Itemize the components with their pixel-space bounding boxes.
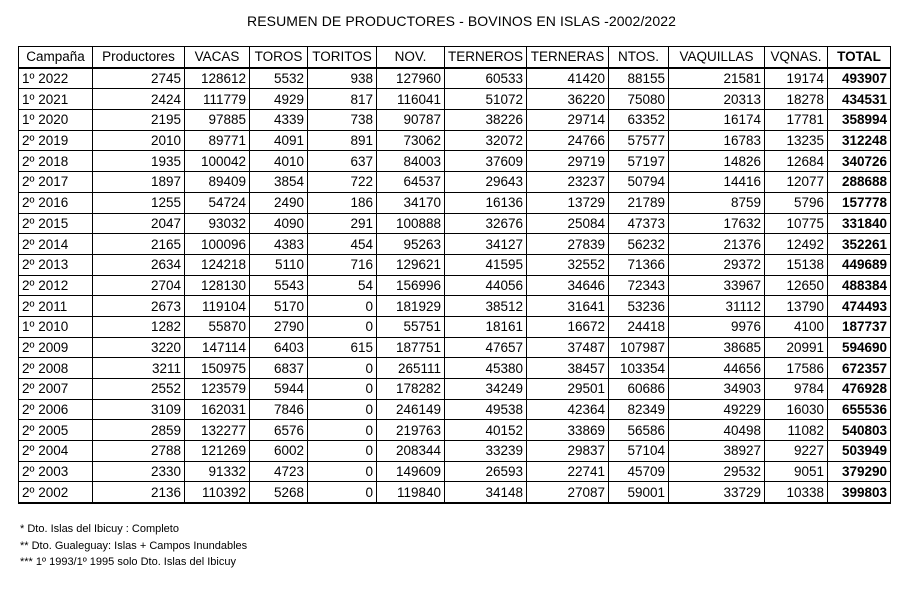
table-cell: 128130 bbox=[185, 275, 250, 296]
table-cell: 44056 bbox=[445, 275, 527, 296]
table-cell: 11082 bbox=[765, 420, 828, 441]
table-cell: 18278 bbox=[765, 89, 828, 110]
table-cell: 110392 bbox=[185, 482, 250, 503]
table-cell: 24766 bbox=[527, 130, 609, 151]
campaign-cell: 2º 2007 bbox=[19, 379, 93, 400]
table-cell: 181929 bbox=[377, 296, 445, 317]
table-cell: 38512 bbox=[445, 296, 527, 317]
table-cell: 29643 bbox=[445, 172, 527, 193]
table-cell: 33869 bbox=[527, 420, 609, 441]
table-cell: 12684 bbox=[765, 151, 828, 172]
table-cell: 186 bbox=[308, 192, 377, 213]
table-cell: 25084 bbox=[527, 213, 609, 234]
table-cell: 27839 bbox=[527, 234, 609, 255]
table-cell: 16672 bbox=[527, 316, 609, 337]
table-cell: 54 bbox=[308, 275, 377, 296]
table-row bbox=[19, 130, 891, 151]
table-cell: 5170 bbox=[250, 296, 308, 317]
table-cell: 38226 bbox=[445, 110, 527, 131]
table-cell: 45380 bbox=[445, 358, 527, 379]
table-row bbox=[19, 461, 891, 482]
table-cell: 187751 bbox=[377, 337, 445, 358]
total-cell: 434531 bbox=[828, 89, 891, 110]
campaign-cell: 2º 2006 bbox=[19, 399, 93, 420]
table-cell: 32676 bbox=[445, 213, 527, 234]
table-cell: 4100 bbox=[765, 316, 828, 337]
table-row bbox=[19, 275, 891, 296]
table-cell: 14826 bbox=[669, 151, 765, 172]
column-header: TERNEROS bbox=[445, 47, 527, 68]
table-cell: 31641 bbox=[527, 296, 609, 317]
table-cell: 53236 bbox=[609, 296, 669, 317]
table-cell: 1935 bbox=[93, 151, 185, 172]
table-cell: 4339 bbox=[250, 110, 308, 131]
campaign-cell: 2º 2015 bbox=[19, 213, 93, 234]
column-header: TERNERAS bbox=[527, 47, 609, 68]
table-cell: 1282 bbox=[93, 316, 185, 337]
campaign-cell: 2º 2005 bbox=[19, 420, 93, 441]
table-row bbox=[19, 68, 891, 89]
campaign-cell: 2º 2014 bbox=[19, 234, 93, 255]
table-cell: 10775 bbox=[765, 213, 828, 234]
total-cell: 157778 bbox=[828, 192, 891, 213]
total-cell: 340726 bbox=[828, 151, 891, 172]
table-cell: 29372 bbox=[669, 254, 765, 275]
table-cell: 2165 bbox=[93, 234, 185, 255]
table-cell: 34148 bbox=[445, 482, 527, 503]
table-cell: 29837 bbox=[527, 441, 609, 462]
column-header: NOV. bbox=[377, 47, 445, 68]
table-cell: 2330 bbox=[93, 461, 185, 482]
table-cell: 8759 bbox=[669, 192, 765, 213]
table-cell: 0 bbox=[308, 358, 377, 379]
table-cell: 3220 bbox=[93, 337, 185, 358]
table-cell: 18161 bbox=[445, 316, 527, 337]
table-cell: 60686 bbox=[609, 379, 669, 400]
table-cell: 16783 bbox=[669, 130, 765, 151]
table-cell: 57577 bbox=[609, 130, 669, 151]
table-cell: 817 bbox=[308, 89, 377, 110]
table-row bbox=[19, 379, 891, 400]
table-cell: 73062 bbox=[377, 130, 445, 151]
campaign-cell: 2º 2013 bbox=[19, 254, 93, 275]
table-cell: 75080 bbox=[609, 89, 669, 110]
table-cell: 1897 bbox=[93, 172, 185, 193]
table-header-row bbox=[19, 47, 891, 68]
table-cell: 89409 bbox=[185, 172, 250, 193]
table-cell: 82349 bbox=[609, 399, 669, 420]
table-cell: 9784 bbox=[765, 379, 828, 400]
table-cell: 21789 bbox=[609, 192, 669, 213]
table-cell: 51072 bbox=[445, 89, 527, 110]
campaign-cell: 2º 2002 bbox=[19, 482, 93, 503]
table-cell: 891 bbox=[308, 130, 377, 151]
table-cell: 16136 bbox=[445, 192, 527, 213]
column-header: NTOS. bbox=[609, 47, 669, 68]
column-header: TOTAL bbox=[828, 47, 891, 68]
table-cell: 5944 bbox=[250, 379, 308, 400]
table-cell: 162031 bbox=[185, 399, 250, 420]
table-cell: 127960 bbox=[377, 68, 445, 89]
total-cell: 399803 bbox=[828, 482, 891, 503]
table-cell: 47657 bbox=[445, 337, 527, 358]
table-cell: 32552 bbox=[527, 254, 609, 275]
table-row bbox=[19, 316, 891, 337]
table-cell: 34170 bbox=[377, 192, 445, 213]
table-cell: 72343 bbox=[609, 275, 669, 296]
table-cell: 1255 bbox=[93, 192, 185, 213]
footnote: * Dto. Islas del Ibicuy : Completo bbox=[20, 523, 179, 535]
column-header: Productores bbox=[93, 47, 185, 68]
total-cell: 288688 bbox=[828, 172, 891, 193]
table-cell: 4010 bbox=[250, 151, 308, 172]
table-cell: 56232 bbox=[609, 234, 669, 255]
table-cell: 54724 bbox=[185, 192, 250, 213]
table-cell: 34127 bbox=[445, 234, 527, 255]
table-cell: 100888 bbox=[377, 213, 445, 234]
table-cell: 44656 bbox=[669, 358, 765, 379]
table-cell: 119840 bbox=[377, 482, 445, 503]
footnote: *** 1º 1993/1º 1995 solo Dto. Islas del Ibicuy bbox=[20, 556, 236, 568]
table-cell: 55870 bbox=[185, 316, 250, 337]
table-cell: 0 bbox=[308, 379, 377, 400]
table-cell: 27087 bbox=[527, 482, 609, 503]
total-cell: 594690 bbox=[828, 337, 891, 358]
table-cell: 615 bbox=[308, 337, 377, 358]
total-cell: 312248 bbox=[828, 130, 891, 151]
table-cell: 21581 bbox=[669, 68, 765, 89]
table-cell: 33239 bbox=[445, 441, 527, 462]
table-cell: 2704 bbox=[93, 275, 185, 296]
table-cell: 55751 bbox=[377, 316, 445, 337]
table-row bbox=[19, 172, 891, 193]
campaign-cell: 2º 2003 bbox=[19, 461, 93, 482]
table-row bbox=[19, 337, 891, 358]
table-cell: 38457 bbox=[527, 358, 609, 379]
total-cell: 331840 bbox=[828, 213, 891, 234]
table-cell: 16030 bbox=[765, 399, 828, 420]
table-cell: 29532 bbox=[669, 461, 765, 482]
table-cell: 45709 bbox=[609, 461, 669, 482]
table-row bbox=[19, 254, 891, 275]
table-cell: 2552 bbox=[93, 379, 185, 400]
table-cell: 36220 bbox=[527, 89, 609, 110]
table-cell: 97885 bbox=[185, 110, 250, 131]
footnotes bbox=[20, 521, 247, 571]
table-cell: 47373 bbox=[609, 213, 669, 234]
table-cell: 24418 bbox=[609, 316, 669, 337]
table-cell: 938 bbox=[308, 68, 377, 89]
table-cell: 111779 bbox=[185, 89, 250, 110]
table-cell: 2424 bbox=[93, 89, 185, 110]
campaign-cell: 2º 2018 bbox=[19, 151, 93, 172]
table-cell: 40152 bbox=[445, 420, 527, 441]
table-cell: 15138 bbox=[765, 254, 828, 275]
table-cell: 178282 bbox=[377, 379, 445, 400]
column-header: TOROS bbox=[250, 47, 308, 68]
total-cell: 488384 bbox=[828, 275, 891, 296]
table-cell: 2010 bbox=[93, 130, 185, 151]
table-body bbox=[19, 68, 891, 503]
table-cell: 722 bbox=[308, 172, 377, 193]
table-cell: 12492 bbox=[765, 234, 828, 255]
table-cell: 20991 bbox=[765, 337, 828, 358]
table-cell: 60533 bbox=[445, 68, 527, 89]
table-cell: 219763 bbox=[377, 420, 445, 441]
document-title: RESUMEN DE PRODUCTORES - BOVINOS EN ISLAS -2002/2022 bbox=[247, 13, 676, 29]
table-cell: 132277 bbox=[185, 420, 250, 441]
table-cell: 12077 bbox=[765, 172, 828, 193]
table-cell: 9227 bbox=[765, 441, 828, 462]
total-cell: 358994 bbox=[828, 110, 891, 131]
total-cell: 493907 bbox=[828, 68, 891, 89]
total-cell: 503949 bbox=[828, 441, 891, 462]
total-cell: 476928 bbox=[828, 379, 891, 400]
table-cell: 41595 bbox=[445, 254, 527, 275]
campaign-cell: 1º 2020 bbox=[19, 110, 93, 131]
table-cell: 29501 bbox=[527, 379, 609, 400]
table-cell: 454 bbox=[308, 234, 377, 255]
table-cell: 0 bbox=[308, 316, 377, 337]
campaign-cell: 1º 2010 bbox=[19, 316, 93, 337]
table-cell: 0 bbox=[308, 441, 377, 462]
table-cell: 2136 bbox=[93, 482, 185, 503]
table-cell: 738 bbox=[308, 110, 377, 131]
table-cell: 33967 bbox=[669, 275, 765, 296]
campaign-cell: 2º 2004 bbox=[19, 441, 93, 462]
campaign-cell: 2º 2009 bbox=[19, 337, 93, 358]
table-cell: 3211 bbox=[93, 358, 185, 379]
column-header: TORITOS bbox=[308, 47, 377, 68]
table-cell: 41420 bbox=[527, 68, 609, 89]
table-cell: 90787 bbox=[377, 110, 445, 131]
table-cell: 0 bbox=[308, 461, 377, 482]
table-cell: 0 bbox=[308, 420, 377, 441]
campaign-cell: 2º 2008 bbox=[19, 358, 93, 379]
table-cell: 4090 bbox=[250, 213, 308, 234]
table-cell: 291 bbox=[308, 213, 377, 234]
table-cell: 147114 bbox=[185, 337, 250, 358]
table-cell: 95263 bbox=[377, 234, 445, 255]
table-cell: 116041 bbox=[377, 89, 445, 110]
table-row bbox=[19, 358, 891, 379]
campaign-cell: 2º 2016 bbox=[19, 192, 93, 213]
table-cell: 31112 bbox=[669, 296, 765, 317]
table-cell: 34646 bbox=[527, 275, 609, 296]
table-cell: 6576 bbox=[250, 420, 308, 441]
table-cell: 2195 bbox=[93, 110, 185, 131]
table-row bbox=[19, 482, 891, 503]
table-row bbox=[19, 420, 891, 441]
footnote: ** Dto. Gualeguay: Islas + Campos Inundables bbox=[20, 539, 248, 552]
table-cell: 4929 bbox=[250, 89, 308, 110]
table-cell: 93032 bbox=[185, 213, 250, 234]
table-cell: 37487 bbox=[527, 337, 609, 358]
total-cell: 449689 bbox=[828, 254, 891, 275]
table-cell: 637 bbox=[308, 151, 377, 172]
table-cell: 6837 bbox=[250, 358, 308, 379]
table-cell: 124218 bbox=[185, 254, 250, 275]
table-row bbox=[19, 296, 891, 317]
table-cell: 0 bbox=[308, 296, 377, 317]
table-cell: 13235 bbox=[765, 130, 828, 151]
table-cell: 2745 bbox=[93, 68, 185, 89]
table-cell: 33729 bbox=[669, 482, 765, 503]
producers-table bbox=[18, 46, 891, 504]
table-cell: 103354 bbox=[609, 358, 669, 379]
table-cell: 26593 bbox=[445, 461, 527, 482]
table-cell: 150975 bbox=[185, 358, 250, 379]
column-header: VAQUILLAS bbox=[669, 47, 765, 68]
table-cell: 84003 bbox=[377, 151, 445, 172]
table-cell: 29714 bbox=[527, 110, 609, 131]
table-row bbox=[19, 441, 891, 462]
table-cell: 5796 bbox=[765, 192, 828, 213]
table-cell: 121269 bbox=[185, 441, 250, 462]
table-cell: 63352 bbox=[609, 110, 669, 131]
campaign-cell: 1º 2021 bbox=[19, 89, 93, 110]
table-cell: 129621 bbox=[377, 254, 445, 275]
column-header: VQNAS. bbox=[765, 47, 828, 68]
table-cell: 2673 bbox=[93, 296, 185, 317]
table-cell: 4723 bbox=[250, 461, 308, 482]
table-cell: 6002 bbox=[250, 441, 308, 462]
table-row bbox=[19, 234, 891, 255]
total-cell: 655536 bbox=[828, 399, 891, 420]
table-cell: 4091 bbox=[250, 130, 308, 151]
table-cell: 149609 bbox=[377, 461, 445, 482]
table-cell: 34903 bbox=[669, 379, 765, 400]
column-header: Campaña bbox=[19, 47, 93, 68]
table-cell: 89771 bbox=[185, 130, 250, 151]
table-cell: 5532 bbox=[250, 68, 308, 89]
table-cell: 0 bbox=[308, 482, 377, 503]
table-cell: 49538 bbox=[445, 399, 527, 420]
table-cell: 4383 bbox=[250, 234, 308, 255]
table-cell: 14416 bbox=[669, 172, 765, 193]
table-cell: 128612 bbox=[185, 68, 250, 89]
table-cell: 64537 bbox=[377, 172, 445, 193]
table-cell: 34249 bbox=[445, 379, 527, 400]
total-cell: 379290 bbox=[828, 461, 891, 482]
campaign-cell: 2º 2011 bbox=[19, 296, 93, 317]
total-cell: 474493 bbox=[828, 296, 891, 317]
table-cell: 29719 bbox=[527, 151, 609, 172]
table-cell: 7846 bbox=[250, 399, 308, 420]
table-row bbox=[19, 192, 891, 213]
table-cell: 20313 bbox=[669, 89, 765, 110]
table-cell: 22741 bbox=[527, 461, 609, 482]
table-cell: 88155 bbox=[609, 68, 669, 89]
table-cell: 119104 bbox=[185, 296, 250, 317]
table-row bbox=[19, 213, 891, 234]
table-cell: 9051 bbox=[765, 461, 828, 482]
table-cell: 71366 bbox=[609, 254, 669, 275]
table-row bbox=[19, 399, 891, 420]
table-cell: 56586 bbox=[609, 420, 669, 441]
table-cell: 246149 bbox=[377, 399, 445, 420]
table-row bbox=[19, 89, 891, 110]
campaign-cell: 1º 2022 bbox=[19, 68, 93, 89]
table-cell: 208344 bbox=[377, 441, 445, 462]
table-cell: 38685 bbox=[669, 337, 765, 358]
table-cell: 2859 bbox=[93, 420, 185, 441]
table-cell: 156996 bbox=[377, 275, 445, 296]
table-row bbox=[19, 110, 891, 131]
column-header: VACAS bbox=[185, 47, 250, 68]
table-cell: 32072 bbox=[445, 130, 527, 151]
table-cell: 100042 bbox=[185, 151, 250, 172]
table-cell: 2490 bbox=[250, 192, 308, 213]
table-cell: 10338 bbox=[765, 482, 828, 503]
table-cell: 5543 bbox=[250, 275, 308, 296]
table-cell: 3109 bbox=[93, 399, 185, 420]
table-cell: 23237 bbox=[527, 172, 609, 193]
table-cell: 16174 bbox=[669, 110, 765, 131]
table-cell: 123579 bbox=[185, 379, 250, 400]
table-cell: 13729 bbox=[527, 192, 609, 213]
table-cell: 716 bbox=[308, 254, 377, 275]
campaign-cell: 2º 2017 bbox=[19, 172, 93, 193]
table-cell: 40498 bbox=[669, 420, 765, 441]
table-cell: 9976 bbox=[669, 316, 765, 337]
table-cell: 0 bbox=[308, 399, 377, 420]
table-cell: 38927 bbox=[669, 441, 765, 462]
table-cell: 37609 bbox=[445, 151, 527, 172]
table-cell: 19174 bbox=[765, 68, 828, 89]
table-cell: 107987 bbox=[609, 337, 669, 358]
total-cell: 352261 bbox=[828, 234, 891, 255]
table-cell: 100096 bbox=[185, 234, 250, 255]
total-cell: 187737 bbox=[828, 316, 891, 337]
table-cell: 49229 bbox=[669, 399, 765, 420]
table-cell: 12650 bbox=[765, 275, 828, 296]
table-cell: 57197 bbox=[609, 151, 669, 172]
total-cell: 672357 bbox=[828, 358, 891, 379]
table-cell: 91332 bbox=[185, 461, 250, 482]
table-cell: 17632 bbox=[669, 213, 765, 234]
table-cell: 50794 bbox=[609, 172, 669, 193]
table-cell: 59001 bbox=[609, 482, 669, 503]
table-cell: 5268 bbox=[250, 482, 308, 503]
table-cell: 3854 bbox=[250, 172, 308, 193]
table-cell: 265111 bbox=[377, 358, 445, 379]
campaign-cell: 2º 2012 bbox=[19, 275, 93, 296]
table-cell: 13790 bbox=[765, 296, 828, 317]
table-cell: 2788 bbox=[93, 441, 185, 462]
table-cell: 57104 bbox=[609, 441, 669, 462]
campaign-cell: 2º 2019 bbox=[19, 130, 93, 151]
total-cell: 540803 bbox=[828, 420, 891, 441]
table-cell: 2634 bbox=[93, 254, 185, 275]
table-cell: 5110 bbox=[250, 254, 308, 275]
table-cell: 17781 bbox=[765, 110, 828, 131]
table-cell: 2047 bbox=[93, 213, 185, 234]
table-cell: 21376 bbox=[669, 234, 765, 255]
table-cell: 2790 bbox=[250, 316, 308, 337]
table-cell: 17586 bbox=[765, 358, 828, 379]
table-row bbox=[19, 151, 891, 172]
table-cell: 42364 bbox=[527, 399, 609, 420]
table-cell: 6403 bbox=[250, 337, 308, 358]
